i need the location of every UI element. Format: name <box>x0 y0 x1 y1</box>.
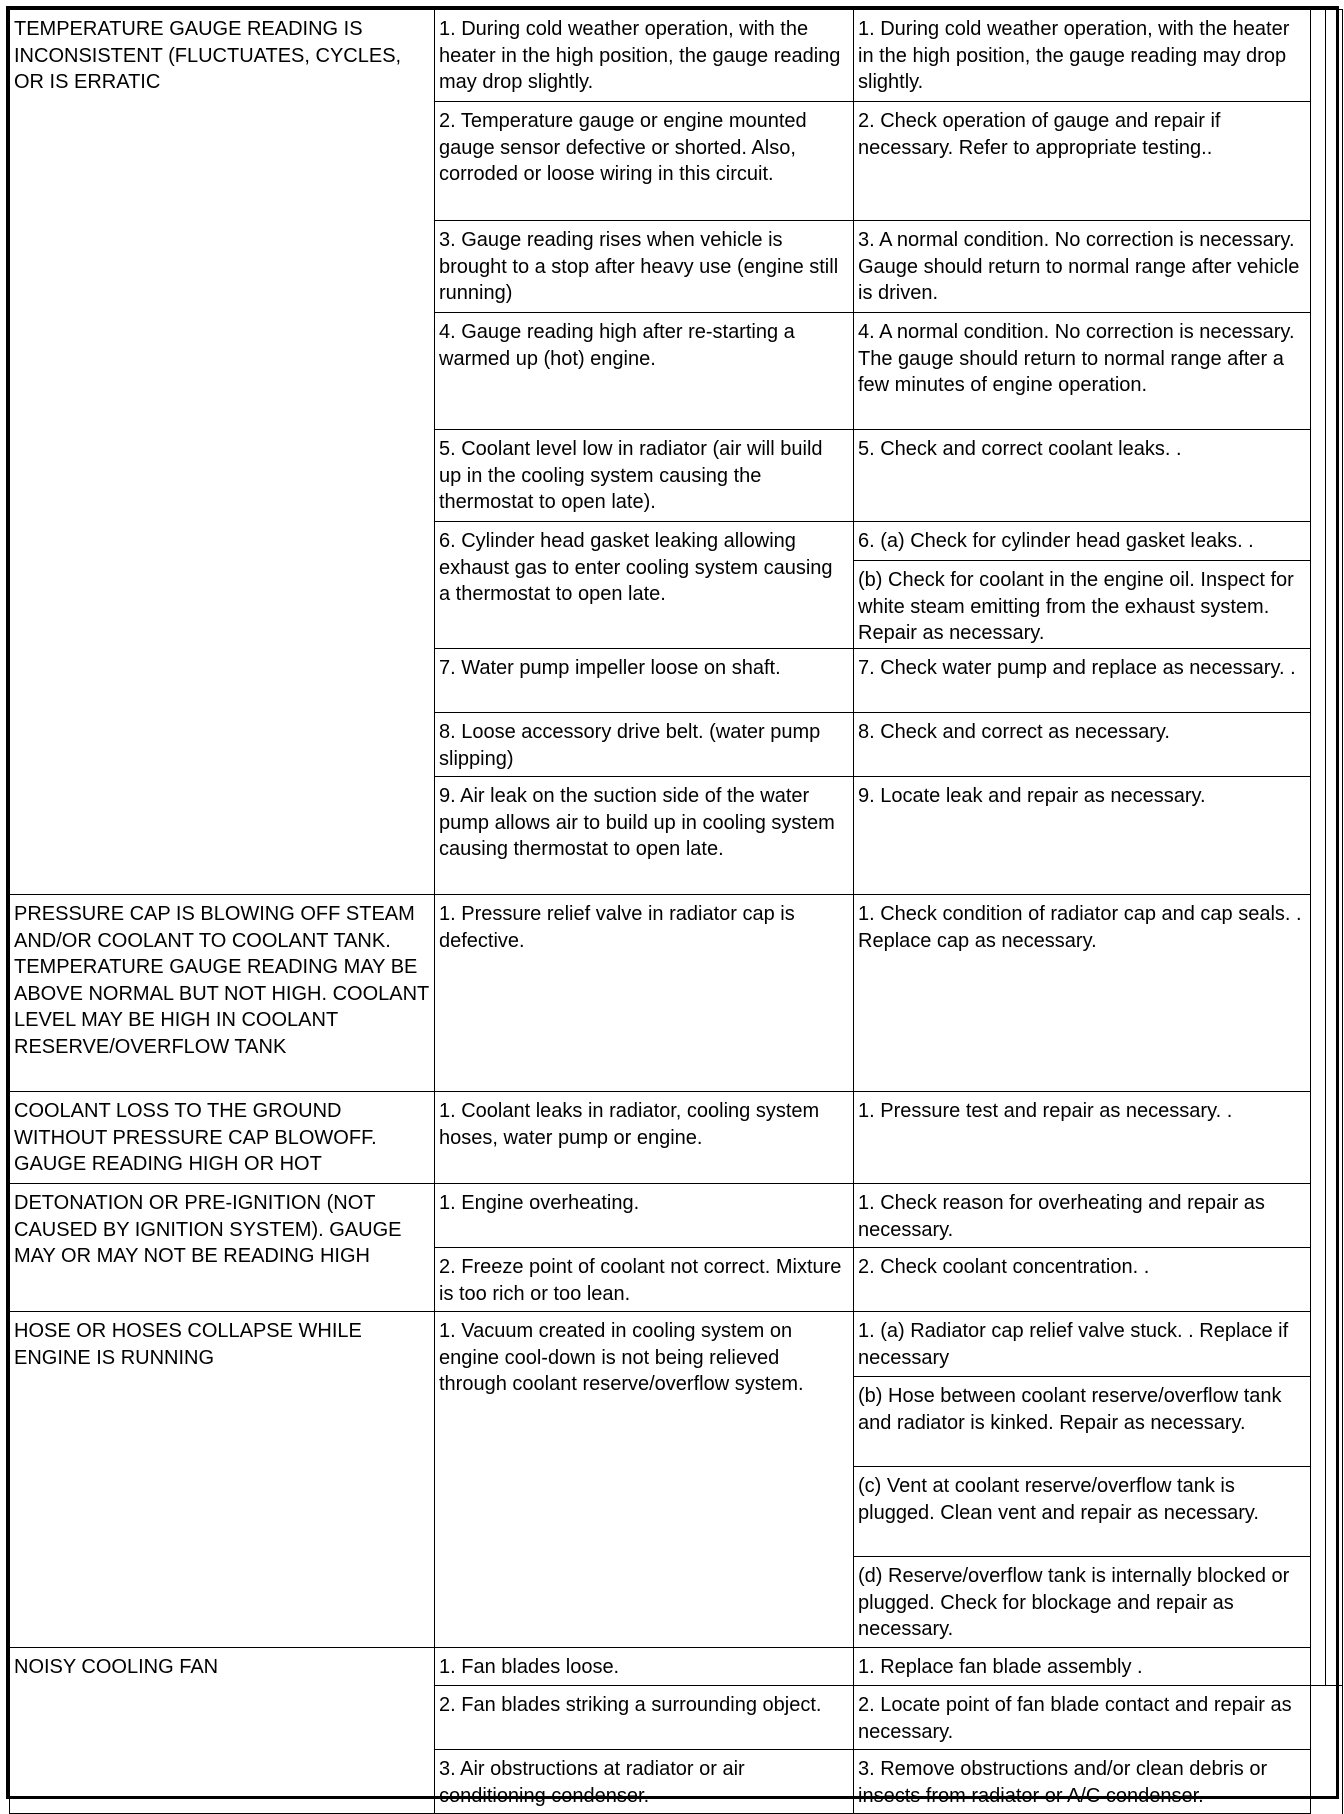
table-row <box>10 1312 1343 1377</box>
condition-cell: DETONATION OR PRE-IGNITION (NOT CAUSED BY IGNITION SYSTEM). GAUGE MAY OR MAY NOT BE READING HIGH <box>10 1184 435 1312</box>
cause-cell: 5. Coolant level low in radiator (air will build up in the cooling system causing the thermostat to open late). <box>435 430 854 522</box>
checkbox-column-1 <box>1311 10 1326 1686</box>
correction-cell: 1. During cold weather operation, with the heater in the high position, the gauge reading may drop slightly. <box>854 10 1311 102</box>
table-row <box>10 1092 1343 1184</box>
condition-cell: NOISY COOLING FAN <box>10 1648 435 1814</box>
correction-cell: 3. Remove obstructions and/or clean debris or insects from radiator or A/C condenser. <box>854 1750 1311 1814</box>
correction-cell: 3. A normal condition. No correction is necessary. Gauge should return to normal range after vehicle is driven. <box>854 221 1311 313</box>
cause-cell: 3. Air obstructions at radiator or air conditioning condenser. <box>435 1750 854 1814</box>
correction-cell: 8. Check and correct as necessary. <box>854 713 1311 777</box>
cause-cell: 3. Gauge reading rises when vehicle is brought to a stop after heavy use (engine still running) <box>435 221 854 313</box>
correction-cell: 1. Check condition of radiator cap and cap seals. . Replace cap as necessary. <box>854 895 1311 1092</box>
correction-cell: 1. Pressure test and repair as necessary. . <box>854 1092 1311 1184</box>
condition-cell: TEMPERATURE GAUGE READING IS INCONSISTENT (FLUCTUATES, CYCLES, OR IS ERRATIC <box>10 10 435 895</box>
cause-cell: 2. Fan blades striking a surrounding object. <box>435 1686 854 1750</box>
correction-cell-split <box>854 522 1311 649</box>
diagnosis-table-page <box>6 6 1339 1807</box>
condition-cell: COOLANT LOSS TO THE GROUND WITHOUT PRESSURE CAP BLOWOFF. GAUGE READING HIGH OR HOT <box>10 1092 435 1184</box>
table-row <box>10 895 1343 1092</box>
cause-cell: 1. Pressure relief valve in radiator cap is defective. <box>435 895 854 1092</box>
cause-cell: 1. Engine overheating. <box>435 1184 854 1248</box>
correction-cell: 5. Check and correct coolant leaks. . <box>854 430 1311 522</box>
condition-cell: HOSE OR HOSES COLLAPSE WHILE ENGINE IS RUNNING <box>10 1312 435 1648</box>
correction-cell: 2. Check coolant concentration. . <box>854 1248 1311 1312</box>
correction-cell: (d) Reserve/overflow tank is internally blocked or plugged. Check for blockage and repair as necessary. <box>854 1557 1311 1648</box>
cause-cell: 8. Loose accessory drive belt. (water pump slipping) <box>435 713 854 777</box>
table-row <box>10 1648 1343 1686</box>
cause-cell: 2. Temperature gauge or engine mounted gauge sensor defective or shorted. Also, corroded or loose wiring in this circuit. <box>435 102 854 221</box>
correction-sub: 6. (a) Check for cylinder head gasket leaks. . <box>858 530 1254 552</box>
table-row <box>10 10 1343 102</box>
diagnosis-table <box>9 9 1343 1814</box>
correction-sub: (b) Check for coolant in the engine oil. Inspect for white steam emitting from the exhaust system. Repair as necessary. <box>854 560 1310 647</box>
cause-cell: 1. Fan blades loose. <box>435 1648 854 1686</box>
cause-cell: 6. Cylinder head gasket leaking allowing exhaust gas to enter cooling system causing a thermostat to open late. <box>435 522 854 649</box>
correction-cell: 9. Locate leak and repair as necessary. <box>854 777 1311 895</box>
correction-cell: 4. A normal condition. No correction is necessary. The gauge should return to normal range after a few minutes of engine operation. <box>854 313 1311 430</box>
correction-cell: 2. Locate point of fan blade contact and repair as necessary. <box>854 1686 1311 1750</box>
correction-cell: 7. Check water pump and replace as necessary. . <box>854 649 1311 713</box>
checkbox-column-2 <box>1326 10 1343 1686</box>
correction-cell: (c) Vent at coolant reserve/overflow tank is plugged. Clean vent and repair as necessary. <box>854 1467 1311 1557</box>
cause-cell: 7. Water pump impeller loose on shaft. <box>435 649 854 713</box>
correction-cell: 2. Check operation of gauge and repair if necessary. Refer to appropriate testing.. <box>854 102 1311 221</box>
condition-cell: PRESSURE CAP IS BLOWING OFF STEAM AND/OR COOLANT TO COOLANT TANK. TEMPERATURE GAUGE READING MAY BE ABOVE NORMAL BUT NOT HIGH. COOLANT LEVEL MAY BE HIGH IN COOLANT RESERVE/OVERFLOW TANK <box>10 895 435 1092</box>
cause-cell: 4. Gauge reading high after re-starting a warmed up (hot) engine. <box>435 313 854 430</box>
cause-cell: 2. Freeze point of coolant not correct. Mixture is too rich or too lean. <box>435 1248 854 1312</box>
correction-cell: 1. (a) Radiator cap relief valve stuck. . Replace if necessary <box>854 1312 1311 1377</box>
cause-cell: 1. Coolant leaks in radiator, cooling system hoses, water pump or engine. <box>435 1092 854 1184</box>
table-row <box>10 1184 1343 1248</box>
correction-cell: 1. Check reason for overheating and repair as necessary. <box>854 1184 1311 1248</box>
cause-cell: 1. During cold weather operation, with the heater in the high position, the gauge reading may drop slightly. <box>435 10 854 102</box>
correction-cell: (b) Hose between coolant reserve/overflow tank and radiator is kinked. Repair as necessary. <box>854 1377 1311 1467</box>
cause-cell: 1. Vacuum created in cooling system on engine cool-down is not being relieved through coolant reserve/overflow system. <box>435 1312 854 1648</box>
cause-cell: 9. Air leak on the suction side of the water pump allows air to build up in cooling system causing thermostat to open late. <box>435 777 854 895</box>
correction-cell: 1. Replace fan blade assembly . <box>854 1648 1311 1686</box>
